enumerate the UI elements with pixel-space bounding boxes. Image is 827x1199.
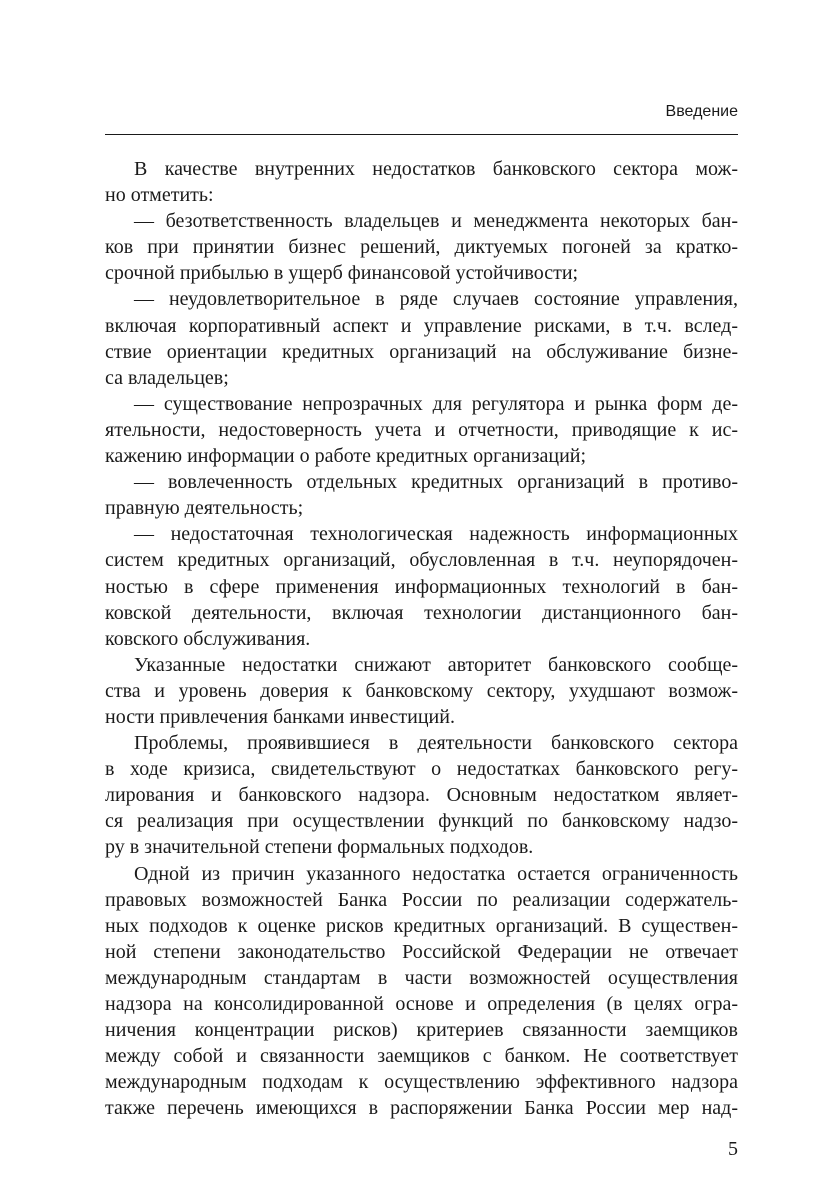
text-line: В качестве внутренних недостатков банковского сектора мож- <box>134 158 738 180</box>
text-line: срочной прибылью в ущерб финансовой устойчивости; <box>105 262 579 285</box>
text-line: — безответственность владельцев и менеджмента некоторых бан- <box>134 210 738 233</box>
text-line: ничения концентрации рисков) критериев связанности заемщиков <box>105 1019 738 1042</box>
text-line: ятельности, недостоверность учета и отчетности, приводящие к ис- <box>105 418 738 441</box>
body-text <box>105 156 738 1121</box>
page-number: 5 <box>728 1138 738 1160</box>
text-line: в ходе кризиса, свидетельствуют о недостатках банковского регу- <box>105 758 738 781</box>
paragraph <box>105 469 738 521</box>
text-line: ностью в сфере применения информационных технологий в бан- <box>105 575 738 598</box>
text-line: Проблемы, проявившиеся в деятельности банковского сектора <box>134 732 738 755</box>
text-line: ковского обслуживания. <box>105 627 311 650</box>
paragraph <box>105 156 738 208</box>
text-line: систем кредитных организаций, обусловленная в т.ч. неупорядочен- <box>105 549 738 572</box>
text-line: — вовлеченность отдельных кредитных организаций в противо- <box>134 471 738 494</box>
running-header: Введение <box>665 103 738 120</box>
text-line: ков при принятии бизнес решений, диктуемых погоней за кратко- <box>105 236 738 259</box>
text-line: ру в значительной степени формальных подходов. <box>105 836 534 859</box>
text-line: ства и уровень доверия к банковскому сектору, ухудшают возмож- <box>105 679 738 702</box>
text-line: правную деятельность; <box>105 497 304 520</box>
text-line: надзора на консолидированной основе и определения (в целях огра- <box>105 993 738 1015</box>
paragraph <box>105 652 738 730</box>
text-line: са владельцев; <box>105 366 229 389</box>
text-line: ся реализация при осуществлении функций по банковскому надзо- <box>105 810 738 833</box>
text-line: ных подходов к оценке рисков кредитных организаций. В существен- <box>105 914 738 937</box>
paragraph <box>105 286 738 390</box>
text-line: также перечень имеющихся в распоряжении Банка России мер над- <box>105 1097 738 1120</box>
paragraph <box>105 391 738 469</box>
text-line: — неудовлетворительное в ряде случаев состояние управления, <box>134 288 738 311</box>
paragraph <box>105 861 738 1122</box>
header-rule <box>105 134 738 135</box>
paragraph <box>105 521 738 651</box>
text-line: ности привлечения банками инвестиций. <box>105 705 455 728</box>
paragraph <box>105 730 738 860</box>
text-line: лирования и банковского надзора. Основным недостатком являет- <box>105 784 738 807</box>
text-line: Указанные недостатки снижают авторитет банковского сообще- <box>134 653 738 676</box>
text-line: ковской деятельности, включая технологии дистанционного бан- <box>105 601 738 624</box>
text-line: ствие ориентации кредитных организаций на обслуживание бизне- <box>105 340 738 363</box>
text-line: но отметить: <box>105 184 214 207</box>
text-line: международным подходам к осуществлению эффективного надзора <box>105 1071 738 1094</box>
paragraph <box>105 208 738 286</box>
text-line: кажению информации о работе кредитных организаций; <box>105 445 587 468</box>
text-line: Одной из причин указанного недостатка остается ограниченность <box>134 862 738 885</box>
text-line: ной степени законодательство Российской Федерации не отвечает <box>105 940 738 963</box>
text-line: между собой и связанности заемщиков с банком. Не соответствует <box>105 1045 738 1068</box>
text-line: — недостаточная технологическая надежность информационных <box>134 523 738 546</box>
text-line: — существование непрозрачных для регулятора и рынка форм де- <box>134 392 738 415</box>
text-line: международным стандартам в части возможностей осуществления <box>105 966 738 989</box>
text-line: включая корпоративный аспект и управление рисками, в т.ч. вслед- <box>105 314 738 337</box>
text-line: правовых возможностей Банка России по реализации содержатель- <box>105 888 738 911</box>
